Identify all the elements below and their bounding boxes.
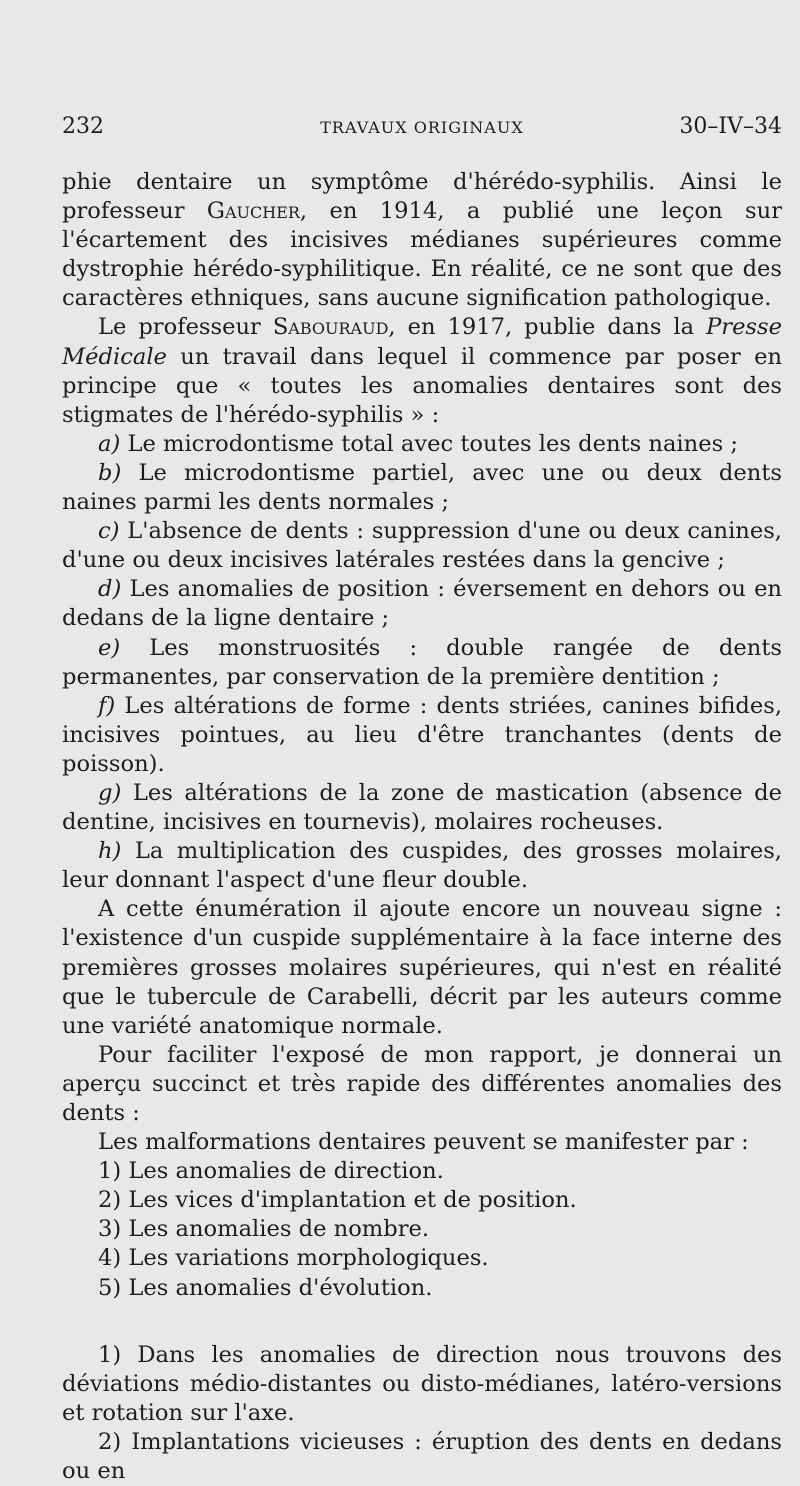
list-item: b) Le microdontisme partiel, avec une ou deux dents naines parmi les dents normales ; xyxy=(62,459,782,516)
list-item: g) Les altérations de la zone de mastication (absence de dentine, incisives en tournevis), molaires rocheuses. xyxy=(62,779,782,836)
paragraph: Le professeur Sabouraud, en 1917, publie dans la Presse Médicale un travail dans lequel il commence par poser en principe que « toutes les anomalies dentaires sont des stigmates de l'hérédo-syphilis » : xyxy=(62,314,782,428)
numbered-item: 2) Les vices d'implantation et de position. xyxy=(98,1187,577,1214)
numbered-item: 5) Les anomalies d'évolution. xyxy=(98,1274,433,1301)
section-gap xyxy=(62,1303,782,1341)
numbered-item: 1) Les anomalies de direction. xyxy=(98,1158,444,1185)
running-title: TRAVAUX ORIGINAUX xyxy=(320,118,524,137)
list-item: d) Les anomalies de position : éversement en dehors ou en dedans de la ligne dentaire ; xyxy=(62,576,782,632)
page-number: 232 xyxy=(62,114,104,139)
author-name: Gaucher xyxy=(206,198,300,225)
paragraph: 2) Implantations vicieuses : éruption des dents en dedans ou en xyxy=(62,1428,782,1485)
page-header xyxy=(62,114,782,144)
page-body xyxy=(62,168,782,1486)
paragraph: 1) Dans les anomalies de direction nous trouvons des déviations médio-distantes ou disto-médianes, latéro-versions et rotation sur l'axe. xyxy=(62,1341,782,1426)
paragraph: Pour faciliter l'exposé de mon rapport, je donnerai un aperçu succinct et très rapide des différentes anomalies des dents : xyxy=(62,1041,782,1126)
list-item: c) L'absence de dents : suppression d'une ou deux canines, d'une ou deux incisives latérales restées dans la gencive ; xyxy=(62,518,782,574)
paragraph: A cette énumération il ajoute encore un nouveau signe : l'existence d'un cuspide supplémentaire à la face interne des premières grosses molaires supérieures, qui n'est en réalité que le tubercule de Carabelli, décrit par les auteurs comme une variété anatomique normale. xyxy=(62,896,782,1039)
list-item: e) Les monstruosités : double rangée de dents permanentes, par conservation de la première dentition ; xyxy=(62,634,782,690)
paragraph: Les malformations dentaires peuvent se manifester par : xyxy=(98,1129,749,1156)
numbered-item: 3) Les anomalies de nombre. xyxy=(98,1216,430,1243)
list-item: f) Les altérations de forme : dents striées, canines bifides, incisives pointues, au lieu d'être tranchantes (dents de poisson). xyxy=(62,692,782,777)
list-item: h) La multiplication des cuspides, des grosses molaires, leur donnant l'aspect d'une fleur double. xyxy=(62,838,782,894)
list-item: a) Le microdontisme total avec toutes les dents naines ; xyxy=(98,430,738,457)
numbered-item: 4) Les variations morphologiques. xyxy=(98,1245,489,1272)
journal-title: Presse Médicale xyxy=(62,314,782,370)
issue-date: 30–IV–34 xyxy=(679,114,782,139)
author-name: Sabouraud xyxy=(272,314,389,341)
paragraph: phie dentaire un symptôme d'hérédo-syphilis. Ainsi le professeur Gaucher, en 1914, a publié une leçon sur l'écartement des incisives médianes supérieures comme dystrophie hérédo-syphilitique. En réalité, ce ne sont que des caractères ethniques, sans aucune signification pathologique. xyxy=(62,169,782,312)
